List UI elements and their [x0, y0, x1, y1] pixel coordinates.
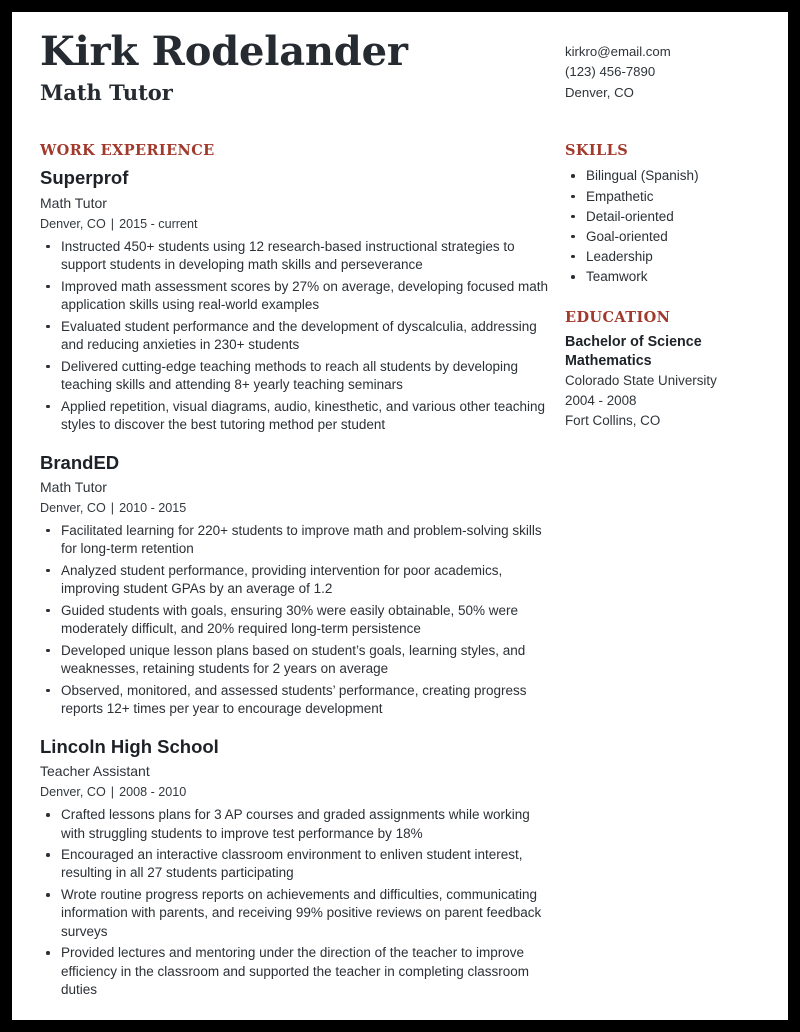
job-company: Superprof	[40, 167, 129, 189]
skill-item: Detail-oriented	[565, 207, 770, 227]
job-bullet: Wrote routine progress reports on achievements and difficulties, communicating information with parents, and receiving 99% positive reviews on parent feedback surveys	[40, 886, 550, 941]
job-location: Denver, CO	[40, 216, 106, 231]
skill-item: Teamwork	[565, 267, 770, 287]
job-bullet: Analyzed student performance, providing intervention for poor academics, improving student GPAs by an average of 1.2	[40, 562, 550, 599]
job-bullet: Delivered cutting-edge teaching methods to reach all students by developing teaching skills and attending 8+ yearly teaching seminars	[40, 358, 550, 395]
education-dates: 2004 - 2008	[565, 393, 637, 409]
resume-page	[12, 12, 788, 1020]
skill-item: Empathetic	[565, 187, 770, 207]
job-bullet: Evaluated student performance and the development of dyscalculia, addressing and reducing anxieties in 230+ students	[40, 318, 550, 355]
contact-email[interactable]: kirkro@email.com	[565, 44, 671, 59]
education-field: Mathematics	[565, 353, 652, 370]
job-role: Math Tutor	[40, 194, 107, 211]
job-meta	[40, 215, 550, 234]
sidebar-column	[565, 142, 770, 431]
job-meta	[40, 499, 550, 518]
candidate-name: Kirk Rodelander	[40, 28, 408, 75]
job-bullet: Guided students with goals, ensuring 30% were easily obtainable, 50% were moderately difficult, and 20% required long-term persistence	[40, 602, 550, 639]
job-bullet: Encouraged an interactive classroom environment to enliven student interest, resulting in all 27 students participating	[40, 846, 550, 883]
section-title-education: EDUCATION	[565, 309, 671, 327]
meta-separator: |	[110, 785, 115, 800]
education-section	[565, 309, 770, 431]
job-dates: 2010 - 2015	[119, 500, 187, 515]
meta-separator: |	[110, 216, 115, 231]
candidate-job-title: Math Tutor	[40, 79, 173, 105]
job-bullet: Developed unique lesson plans based on student’s goals, learning styles, and weaknesses, retaining students for 2 years on average	[40, 642, 550, 679]
main-column	[40, 142, 550, 1000]
skills-list	[565, 166, 770, 287]
education-degree: Bachelor of Science	[565, 334, 702, 351]
education-location: Fort Collins, CO	[565, 413, 661, 429]
skill-item: Bilingual (Spanish)	[565, 166, 770, 186]
education-entry	[565, 333, 770, 431]
job-location: Denver, CO	[40, 785, 106, 800]
job-company: Lincoln High School	[40, 735, 219, 757]
resume-content	[12, 12, 788, 1020]
contact-block	[565, 42, 775, 103]
job-bullet-list	[40, 806, 550, 1000]
job-bullet-list	[40, 238, 550, 435]
job-location: Denver, CO	[40, 500, 106, 515]
job-bullet-list	[40, 522, 550, 719]
job-entry	[40, 166, 550, 434]
job-bullet: Crafted lessons plans for 3 AP courses and graded assignments while working with struggling students to improve test performance by 18%	[40, 806, 550, 843]
job-dates: 2008 - 2010	[119, 785, 187, 800]
job-meta	[40, 783, 550, 802]
job-entry	[40, 735, 550, 1000]
job-dates: 2015 - current	[119, 216, 198, 231]
job-bullet: Provided lectures and mentoring under the direction of the teacher to improve efficiency in the classroom and supported the teacher in completing classroom duties	[40, 944, 550, 999]
job-bullet: Instructed 450+ students using 12 research-based instructional strategies to support students in developing math skills and perseverance	[40, 238, 550, 275]
job-bullet: Observed, monitored, and assessed students’ performance, creating progress reports 12+ times per year to encourage development	[40, 682, 550, 719]
job-bullet: Applied repetition, visual diagrams, audio, kinesthetic, and various other teaching styles to discover the best tutoring method per student	[40, 398, 550, 435]
section-title-skills: SKILLS	[565, 142, 629, 159]
contact-location: Denver, CO	[565, 84, 634, 100]
job-role: Math Tutor	[40, 478, 107, 495]
education-school: Colorado State University	[565, 373, 717, 389]
skill-item: Goal-oriented	[565, 227, 770, 247]
skill-item: Leadership	[565, 247, 770, 267]
job-bullet: Improved math assessment scores by 27% on average, developing focused math application skills using real-world examples	[40, 278, 550, 315]
job-entry	[40, 451, 550, 719]
contact-phone[interactable]: (123) 456-7890	[565, 64, 656, 80]
resume-header	[40, 30, 540, 105]
job-bullet: Facilitated learning for 220+ students to improve math and problem-solving skills for long-term retention	[40, 522, 550, 559]
job-role: Teacher Assistant	[40, 762, 150, 779]
meta-separator: |	[110, 500, 115, 515]
job-company: BrandED	[40, 451, 120, 473]
section-title-work-experience: WORK EXPERIENCE	[40, 142, 215, 159]
skills-section	[565, 142, 770, 287]
